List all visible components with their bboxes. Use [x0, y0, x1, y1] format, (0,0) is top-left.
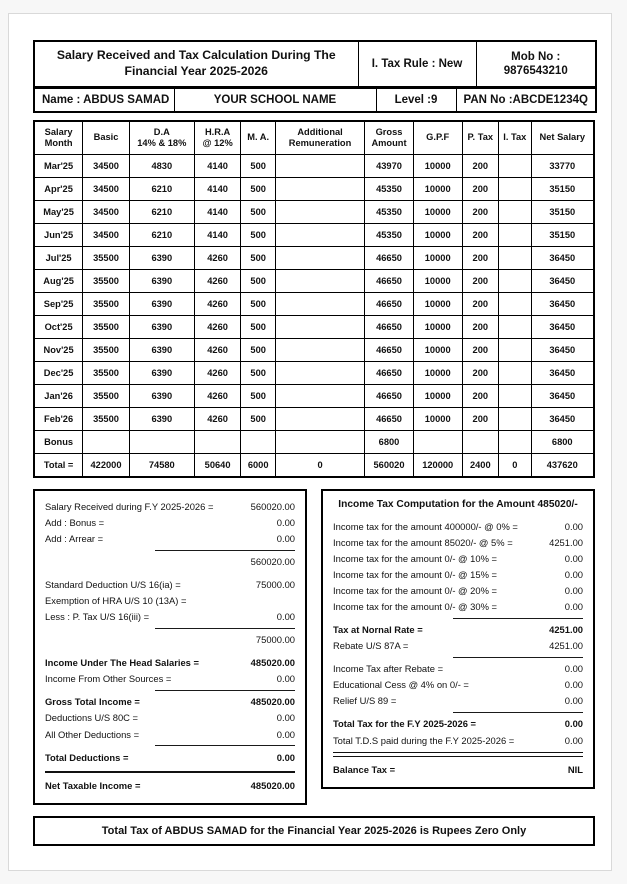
row-value: NIL — [567, 763, 583, 775]
summary-row-total-deductions — [45, 749, 295, 765]
salary-month-cell: May'25 — [34, 200, 83, 223]
salary-table-body — [34, 154, 594, 477]
row-label: Salary Received during F.Y 2025-2026 = — [45, 500, 214, 512]
row-value: 0.00 — [276, 751, 295, 763]
salary-total-row — [34, 453, 594, 477]
salary-cell: 46650 — [365, 384, 414, 407]
salary-month-cell: Jul'25 — [34, 246, 83, 269]
summary-row-net-taxable-income — [45, 778, 295, 794]
salary-cell: 10000 — [413, 361, 462, 384]
tax-slab-row-20pct — [333, 583, 583, 599]
salary-cell: 0 — [275, 453, 364, 477]
salary-cell: 10000 — [413, 338, 462, 361]
salary-cell: 200 — [462, 177, 499, 200]
salary-col-header: M. A. — [241, 121, 275, 154]
tax-row-balance-tax — [333, 761, 583, 777]
row-value: 0.00 — [564, 734, 583, 746]
salary-cell: 36450 — [531, 269, 594, 292]
row-label: Income tax for the amount 0/- @ 10% = — [333, 552, 498, 564]
row-label: Gross Total Income = — [45, 696, 140, 708]
table-row — [34, 223, 594, 246]
salary-col-header: H.R.A @ 12% — [194, 121, 241, 154]
salary-cell — [241, 430, 275, 453]
salary-cell: 500 — [241, 407, 275, 430]
row-label: Total Tax for the F.Y 2025-2026 = — [333, 718, 477, 730]
table-row — [34, 407, 594, 430]
salary-cell: 43970 — [365, 154, 414, 177]
summary-row-salary-received — [45, 499, 295, 515]
gross-total-rule — [155, 690, 295, 691]
row-value: 0.00 — [276, 673, 295, 685]
salary-month-cell: Jun'25 — [34, 223, 83, 246]
row-value: 75000.00 — [255, 579, 295, 591]
salary-cell — [275, 246, 364, 269]
salary-cell: 4140 — [194, 177, 241, 200]
salary-cell — [275, 384, 364, 407]
header-row-identity — [34, 88, 596, 112]
salary-col-header: D.A 14% & 18% — [129, 121, 194, 154]
salary-cell: 500 — [241, 246, 275, 269]
salary-cell — [129, 430, 194, 453]
salary-cell: 200 — [462, 338, 499, 361]
salary-cell: 4260 — [194, 315, 241, 338]
salary-cell — [499, 200, 531, 223]
salary-cell: 4260 — [194, 292, 241, 315]
summary-row-standard-deduction — [45, 577, 295, 593]
salary-cell — [499, 430, 531, 453]
total-deductions-rule — [155, 745, 295, 746]
salary-cell: 35500 — [83, 292, 130, 315]
salary-cell: 200 — [462, 361, 499, 384]
row-value: 0.00 — [564, 568, 583, 580]
row-value: 0.00 — [564, 552, 583, 564]
tax-row-normal-rate — [333, 622, 583, 638]
row-label: Total Deductions = — [45, 751, 129, 763]
row-label: Income tax for the amount 0/- @ 20% = — [333, 585, 498, 597]
income-summary-rows — [45, 499, 295, 794]
salary-cell: 36450 — [531, 407, 594, 430]
salary-cell — [275, 338, 364, 361]
after-rebate-rule — [453, 657, 583, 658]
row-value: 0.00 — [276, 728, 295, 740]
salary-cell — [499, 223, 531, 246]
salary-tax-document — [33, 40, 595, 846]
salary-cell: 200 — [462, 384, 499, 407]
salary-cell: 46650 — [365, 407, 414, 430]
salary-cell: 500 — [241, 269, 275, 292]
row-value: 0.00 — [564, 695, 583, 707]
salary-cell: 35150 — [531, 177, 594, 200]
deduction-subtotal-rule — [155, 628, 295, 629]
salary-cell: 6210 — [129, 200, 194, 223]
salary-cell: 46650 — [365, 246, 414, 269]
school-name-value: YOUR SCHOOL NAME — [174, 88, 376, 112]
salary-cell: 6390 — [129, 338, 194, 361]
salary-col-header: I. Tax — [499, 121, 531, 154]
salary-cell: 6390 — [129, 315, 194, 338]
row-label: Deductions U/S 80C = — [45, 712, 139, 724]
salary-month-cell: Sep'25 — [34, 292, 83, 315]
row-value: 0.00 — [276, 712, 295, 724]
salary-cell — [275, 430, 364, 453]
salary-cell — [275, 269, 364, 292]
salary-cell: 500 — [241, 384, 275, 407]
salary-cell: 36450 — [531, 361, 594, 384]
salary-month-cell: Bonus — [34, 430, 83, 453]
table-row — [34, 246, 594, 269]
salary-cell: 45350 — [365, 200, 414, 223]
tax-slab-row-15pct — [333, 567, 583, 583]
normal-rate-rule — [453, 618, 583, 619]
table-row — [34, 269, 594, 292]
row-value: 75000.00 — [255, 634, 295, 646]
table-row — [34, 200, 594, 223]
row-label: Rebate U/S 87A = — [333, 640, 409, 652]
salary-cell: 4830 — [129, 154, 194, 177]
salary-cell: 10000 — [413, 407, 462, 430]
salary-cell: 33770 — [531, 154, 594, 177]
salary-month-cell: Mar'25 — [34, 154, 83, 177]
salary-cell — [83, 430, 130, 453]
salary-cell: 500 — [241, 338, 275, 361]
row-value: 4251.00 — [549, 624, 583, 636]
row-value: 0.00 — [564, 601, 583, 613]
tax-slab-row-30pct — [333, 599, 583, 615]
tax-slab-row-10pct — [333, 551, 583, 567]
document-title: Salary Received and Tax Calculation During The Financial Year 2025-2026 — [34, 41, 358, 87]
salary-cell: 35500 — [83, 384, 130, 407]
row-value: 4251.00 — [549, 536, 583, 548]
salary-cell: 35500 — [83, 338, 130, 361]
salary-cell: 6390 — [129, 246, 194, 269]
salary-cell — [499, 269, 531, 292]
salary-cell — [499, 315, 531, 338]
salary-month-cell: Dec'25 — [34, 361, 83, 384]
salary-cell: 4140 — [194, 223, 241, 246]
summary-panels — [33, 489, 595, 805]
salary-cell: 200 — [462, 269, 499, 292]
row-label: All Other Deductions = — [45, 728, 140, 740]
spacer — [45, 648, 295, 655]
salary-cell: 10000 — [413, 177, 462, 200]
salary-cell: 2400 — [462, 453, 499, 477]
summary-row-income-other-sources — [45, 671, 295, 687]
row-value: 0.00 — [276, 516, 295, 528]
salary-table-header-row — [34, 121, 594, 154]
salary-cell: 560020 — [365, 453, 414, 477]
row-value: 0.00 — [276, 611, 295, 623]
salary-cell: 10000 — [413, 154, 462, 177]
salary-cell: 35500 — [83, 246, 130, 269]
salary-cell — [499, 177, 531, 200]
row-label: Income tax for the amount 400000/- @ 0% = — [333, 520, 518, 532]
row-label: Standard Deduction U/S 16(ia) = — [45, 579, 181, 591]
salary-cell — [275, 223, 364, 246]
salary-col-header: Additional Remuneration — [275, 121, 364, 154]
tax-row-tds-paid — [333, 732, 583, 748]
salary-cell: 4260 — [194, 407, 241, 430]
salary-cell: 45350 — [365, 177, 414, 200]
subtotal-rule — [155, 550, 295, 551]
salary-cell: 4260 — [194, 361, 241, 384]
salary-cell — [275, 177, 364, 200]
salary-cell: 6390 — [129, 384, 194, 407]
salary-month-cell: Jan'26 — [34, 384, 83, 407]
salary-cell: 10000 — [413, 269, 462, 292]
salary-cell: 4140 — [194, 154, 241, 177]
salary-cell — [194, 430, 241, 453]
salary-cell — [275, 315, 364, 338]
salary-month-cell: Apr'25 — [34, 177, 83, 200]
salary-cell: 36450 — [531, 384, 594, 407]
salary-cell: 4140 — [194, 200, 241, 223]
summary-row-deductions-80c — [45, 710, 295, 726]
salary-cell — [462, 430, 499, 453]
tax-row-education-cess — [333, 677, 583, 693]
salary-cell — [275, 292, 364, 315]
tax-slab-row-0pct — [333, 519, 583, 535]
salary-cell: 4260 — [194, 246, 241, 269]
tax-computation-heading: Income Tax Computation for the Amount 485020/- — [338, 498, 578, 510]
row-value: 0.00 — [564, 520, 583, 532]
salary-cell: 200 — [462, 154, 499, 177]
salary-cell: 34500 — [83, 200, 130, 223]
salary-cell: 35500 — [83, 361, 130, 384]
row-value: 485020.00 — [250, 696, 295, 708]
salary-cell: 500 — [241, 200, 275, 223]
row-label: Income Tax after Rebate = — [333, 663, 444, 675]
salary-cell: 10000 — [413, 200, 462, 223]
tax-computation-rows — [333, 519, 583, 778]
document-header — [33, 40, 597, 88]
salary-cell: 200 — [462, 292, 499, 315]
salary-cell — [275, 361, 364, 384]
salary-col-header: Basic — [83, 121, 130, 154]
summary-row-all-other-deductions — [45, 726, 295, 742]
salary-cell: 437620 — [531, 453, 594, 477]
salary-cell: 6390 — [129, 361, 194, 384]
salary-cell: 6390 — [129, 407, 194, 430]
salary-cell: 200 — [462, 223, 499, 246]
salary-cell: 6210 — [129, 177, 194, 200]
salary-cell: 4260 — [194, 269, 241, 292]
salary-cell — [499, 384, 531, 407]
salary-cell: 6800 — [531, 430, 594, 453]
salary-col-header: Gross Amount — [365, 121, 414, 154]
salary-cell: 500 — [241, 292, 275, 315]
row-label: Add : Arrear = — [45, 532, 104, 544]
salary-month-cell: Total = — [34, 453, 83, 477]
summary-row-hra-exemption — [45, 593, 295, 609]
salary-month-cell: Nov'25 — [34, 338, 83, 361]
salary-cell: 10000 — [413, 315, 462, 338]
row-label: Total T.D.S paid during the F.Y 2025-2026 = — [333, 734, 515, 746]
tax-computation-panel — [321, 489, 595, 789]
salary-cell: 46650 — [365, 315, 414, 338]
header-row-title — [34, 41, 596, 87]
row-label: Income tax for the amount 0/- @ 15% = — [333, 568, 498, 580]
row-label: Educational Cess @ 4% on 0/- = — [333, 679, 469, 691]
pan-number-value: PAN No :ABCDE1234Q — [456, 88, 596, 112]
salary-cell — [499, 361, 531, 384]
row-label: Balance Tax = — [333, 763, 396, 775]
row-value: 0.00 — [276, 532, 295, 544]
row-label: Less : P. Tax U/S 16(iii) = — [45, 611, 150, 623]
row-label: Income tax for the amount 85020/- @ 5% = — [333, 536, 513, 548]
salary-cell: 34500 — [83, 177, 130, 200]
salary-cell: 200 — [462, 246, 499, 269]
salary-cell: 200 — [462, 315, 499, 338]
salary-cell: 36450 — [531, 292, 594, 315]
total-tax-footer — [33, 816, 595, 846]
salary-cell: 36450 — [531, 315, 594, 338]
salary-cell: 6390 — [129, 269, 194, 292]
salary-table — [33, 120, 595, 478]
salary-cell: 6800 — [365, 430, 414, 453]
salary-bonus-row — [34, 430, 594, 453]
row-label: Exemption of HRA U/S 10 (13A) = — [45, 595, 187, 607]
salary-month-cell: Feb'26 — [34, 407, 83, 430]
salary-cell: 6000 — [241, 453, 275, 477]
summary-row-deduction-subtotal — [45, 632, 295, 648]
balance-tax-rule — [333, 752, 583, 757]
salary-cell — [499, 292, 531, 315]
salary-cell — [499, 338, 531, 361]
salary-cell: 35150 — [531, 200, 594, 223]
salary-cell: 200 — [462, 407, 499, 430]
row-value: 560020.00 — [250, 555, 295, 567]
tax-row-rebate-87a — [333, 638, 583, 654]
salary-cell: 46650 — [365, 292, 414, 315]
salary-cell: 34500 — [83, 223, 130, 246]
salary-cell: 500 — [241, 177, 275, 200]
salary-cell — [275, 154, 364, 177]
salary-table-head — [34, 121, 594, 154]
income-summary-panel — [33, 489, 307, 805]
row-value: 0.00 — [564, 663, 583, 675]
summary-row-add-bonus — [45, 515, 295, 531]
salary-cell — [499, 154, 531, 177]
table-row — [34, 384, 594, 407]
row-value: 0.00 — [564, 585, 583, 597]
salary-cell: 35500 — [83, 315, 130, 338]
salary-cell: 10000 — [413, 223, 462, 246]
salary-cell: 36450 — [531, 338, 594, 361]
tax-rule-value: I. Tax Rule : New — [358, 41, 476, 87]
salary-cell: 74580 — [129, 453, 194, 477]
salary-cell: 6210 — [129, 223, 194, 246]
row-label: Add : Bonus = — [45, 516, 105, 528]
table-row — [34, 338, 594, 361]
tax-row-after-rebate — [333, 661, 583, 677]
tax-row-relief-89 — [333, 693, 583, 709]
salary-cell: 10000 — [413, 292, 462, 315]
document-header-identity — [33, 88, 597, 113]
salary-cell — [499, 407, 531, 430]
salary-month-cell: Oct'25 — [34, 315, 83, 338]
salary-cell: 6390 — [129, 292, 194, 315]
summary-row-add-arrear — [45, 531, 295, 547]
table-row — [34, 292, 594, 315]
table-row — [34, 177, 594, 200]
salary-col-header: Salary Month — [34, 121, 83, 154]
tax-row-total-tax — [333, 716, 583, 732]
salary-cell: 36450 — [531, 246, 594, 269]
row-value: 0.00 — [564, 679, 583, 691]
salary-col-header: P. Tax — [462, 121, 499, 154]
spacer — [45, 570, 295, 577]
salary-cell: 4260 — [194, 338, 241, 361]
salary-cell: 0 — [499, 453, 531, 477]
salary-cell — [275, 200, 364, 223]
salary-cell: 35150 — [531, 223, 594, 246]
row-label: Tax at Nornal Rate = — [333, 624, 423, 636]
salary-cell: 46650 — [365, 269, 414, 292]
salary-cell: 45350 — [365, 223, 414, 246]
mobile-number-value: Mob No : 9876543210 — [476, 41, 596, 87]
row-value: 0.00 — [564, 718, 583, 730]
salary-cell: 4260 — [194, 384, 241, 407]
salary-cell: 46650 — [365, 338, 414, 361]
table-row — [34, 361, 594, 384]
row-label: Income Under The Head Salaries = — [45, 657, 199, 669]
row-value: 485020.00 — [250, 657, 295, 669]
net-taxable-rule — [45, 771, 295, 773]
salary-cell: 35500 — [83, 269, 130, 292]
salary-cell: 10000 — [413, 246, 462, 269]
salary-cell: 10000 — [413, 384, 462, 407]
table-row — [34, 154, 594, 177]
row-label: Income From Other Sources = — [45, 673, 172, 685]
salary-cell: 500 — [241, 154, 275, 177]
table-row — [34, 315, 594, 338]
salary-cell: 120000 — [413, 453, 462, 477]
salary-cell: 46650 — [365, 361, 414, 384]
salary-month-cell: Aug'25 — [34, 269, 83, 292]
summary-row-less-ptax — [45, 609, 295, 625]
row-value: 4251.00 — [549, 640, 583, 652]
tax-slab-row-5pct — [333, 535, 583, 551]
salary-cell: 50640 — [194, 453, 241, 477]
salary-cell: 422000 — [83, 453, 130, 477]
summary-row-gross-total-income — [45, 694, 295, 710]
salary-cell — [499, 246, 531, 269]
total-tax-footer-text: Total Tax of ABDUS SAMAD for the Financial Year 2025-2026 is Rupees Zero Only — [101, 824, 527, 837]
salary-cell: 200 — [462, 200, 499, 223]
row-label: Income tax for the amount 0/- @ 30% = — [333, 601, 498, 613]
salary-cell: 500 — [241, 315, 275, 338]
summary-row-income-under-head-salaries — [45, 655, 295, 671]
row-label: Net Taxable Income = — [45, 779, 141, 791]
salary-cell: 500 — [241, 223, 275, 246]
employee-name-value: Name : ABDUS SAMAD — [34, 88, 174, 112]
salary-cell — [275, 407, 364, 430]
row-label: Relief U/S 89 = — [333, 695, 397, 707]
salary-cell: 35500 — [83, 407, 130, 430]
row-value: 560020.00 — [250, 500, 295, 512]
salary-col-header: G.P.F — [413, 121, 462, 154]
level-value: Level :9 — [376, 88, 456, 112]
salary-cell — [413, 430, 462, 453]
salary-col-header: Net Salary — [531, 121, 594, 154]
summary-row-gross-subtotal — [45, 554, 295, 570]
salary-cell: 34500 — [83, 154, 130, 177]
page-sheet — [8, 13, 612, 871]
salary-cell: 500 — [241, 361, 275, 384]
total-tax-rule — [453, 712, 583, 713]
row-value: 485020.00 — [250, 779, 295, 791]
